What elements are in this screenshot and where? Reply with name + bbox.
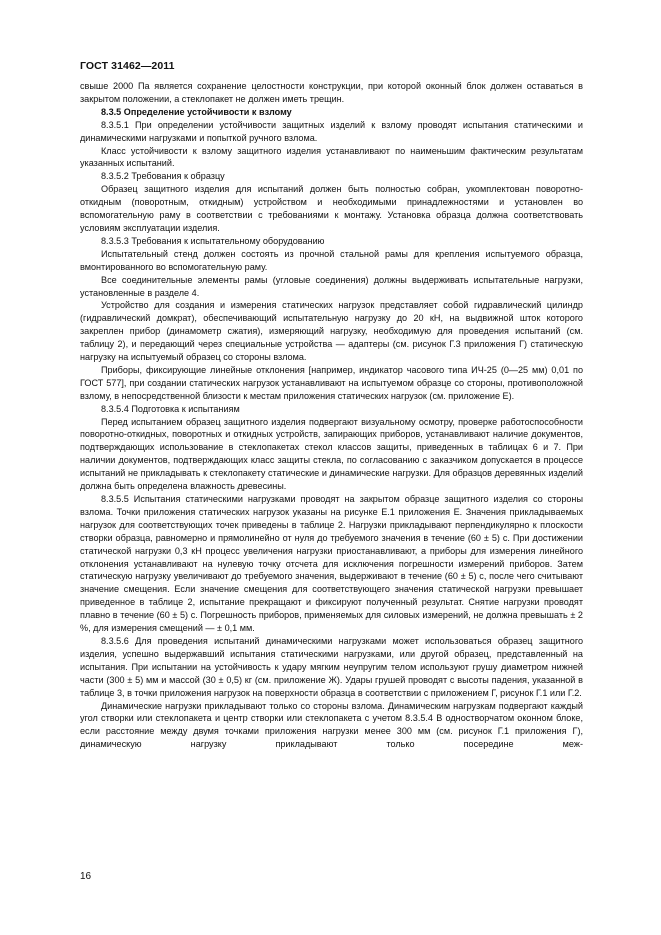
subheading-8-3-5-4: 8.3.5.4 Подготовка к испытаниям [101,403,240,414]
paragraph-test-stand: Испытательный стенд должен состоять из прочной стальной рамы для крепления испытуемого образца, вмонтированного во вспомогательную раму. [80,248,583,272]
document-body [80,80,583,751]
paragraph-8-3-5-6: 8.3.5.6 Для проведения испытаний динамическими нагрузками может использоваться образец защитного изделия, успешно выдержавший испытания статическими нагрузками, или другой образец, представленный на испытания. При испытании на устойчивость к удару мягким неупругим телом используют грушу диаметром нижней части (300 ± 5) мм и массой (30 ± 0,5) кг (см. приложение Ж). Удары грушей проводят с высоты падения, указанной в таблице 3, в точки приложения нагрузок на поверхности образца в соответствии с приложением Г, рисунок Г.1 или Г.2. [80,635,583,698]
paragraph-deflection-instruments: Приборы, фиксирующие линейные отклонения [например, индикатор часового типа ИЧ-25 (0—25 мм) 0,01 по ГОСТ 577], при создании статических нагрузок устанавливают на испытуемом образце со стороны, противоположной взлому, в непосредственной близости к местам приложения статических нагрузок (см. приложение Е). [80,364,583,401]
paragraph-sample-requirements: Образец защитного изделия для испытаний должен быть полностью собран, укомплектован поворотно-откидным (поворотным, откидным) устройством и необходимыми принадлежностями и установлен во вспомогательную раму в соответствии с требованиями к монтажу. Установка образца должна соответствовать условиям эксплуатации изделия. [80,184,583,233]
paragraph-test-preparation: Перед испытанием образец защитного изделия подвергают визуальному осмотру, проверке работоспособности поворотно-откидных, поворотных и откидных устройств, запирающих приборов, устанавливают наличие документов, подтверждающих использование в стеклопакетах стекол классов защиты, приведенных в таблицах 6 и 7. При наличии документов, подтверждающих класс защиты стекла, по согласованию с заказчиком допускается в процессе испытаний не прикладывать к стеклопакету статические и динамические нагрузки. Для образцов деревянных изделий должна быть определена влажность древесины. [80,416,583,492]
paragraph-static-load-device: Устройство для создания и измерения статических нагрузок представляет собой гидравлический цилиндр (гидравлический домкрат), обеспечивающий испытательную нагрузку до 20 кН, на выдвижной шток которого закреплен прибор (динамометр сжатия), измеряющий нагрузку, необходимую для проведения испытаний (см. таблицу 2), и передающий через специальные устройства — адаптеры (см. рисунок Г.3 приложения Г) статическую нагрузку на испытуемый образец со стороны взлома. [80,300,583,363]
subheading-8-3-5-2: 8.3.5.2 Требования к образцу [101,171,225,182]
paragraph-dynamic-loads: Динамические нагрузки прикладывают только со стороны взлома. Динамическим нагрузкам подвергают каждый угол створки или стеклопакета и центр створки или стеклопакета с учетом 8.3.5.4 В одностворчатом оконном блоке, если расстояние между двумя точками приложения нагрузки менее 300 мм (см. рисунок Г.1 приложения Г), динамическую нагрузку прикладывают только посередине меж- [80,700,583,750]
paragraph-8-3-5-1: 8.3.5.1 При определении устойчивости защитных изделий к взлому проводят испытания статическими и динамическими нагрузками и попыткой ручного взлома. [80,119,583,143]
page-number: 16 [80,871,92,882]
paragraph-frame-elements: Все соединительные элементы рамы (угловые соединения) должны выдерживать испытательные нагрузки, установленные в разделе 4. [80,274,583,298]
section-heading-8-3-5: 8.3.5 Определение устойчивости к взлому [101,106,292,117]
paragraph-8-3-5-5: 8.3.5.5 Испытания статическими нагрузками проводят на закрытом образце защитного изделия со стороны взлома. Точки приложения статических нагрузок указаны на рисунке Е.1 приложения Е. Значения прикладываемых нагрузок для соответствующих точек приведены в таблице 2. Нагрузки прикладывают перпендикулярно к плоскости створки образца, равномерно и прямолинейно от нуля до требуемого значения в течение (60 ± 5) с. При достижении статической нагрузки 0,3 кН процесс увеличения нагрузки приостанавливают, а приборы для измерения линейного отклонения устанавливают на нулевую точку отсчета для исключения погрешности измерений приборов. Затем статическую нагрузку увеличивают до требуемого значения, выдерживают в течение (60 ± 5) с, после чего считывают значение смещения. Если значение смещения для соответствующего значения статической нагрузки превышает приведенное в таблице 2, испытание прекращают и фиксируют полученный результат. Снятие нагрузки проводят плавно в течение (60 ± 5) с. Погрешность приборов, применяемых для силовых измерений, не должна превышать ± 2 %, для измерения смещений — ± 0,1 мм. [80,494,583,634]
paragraph-resistance-class: Класс устойчивости к взлому защитного изделия устанавливают по наименьшим фактическим результатам указанных испытаний. [80,145,583,169]
paragraph-continuation: свыше 2000 Па является сохранение целостности конструкции, при которой оконный блок должен оставаться в закрытом положении, а стеклопакет не должен иметь трещин. [80,81,583,104]
document-header: ГОСТ 31462—2011 [80,60,175,72]
subheading-8-3-5-3: 8.3.5.3 Требования к испытательному оборудованию [101,235,325,246]
